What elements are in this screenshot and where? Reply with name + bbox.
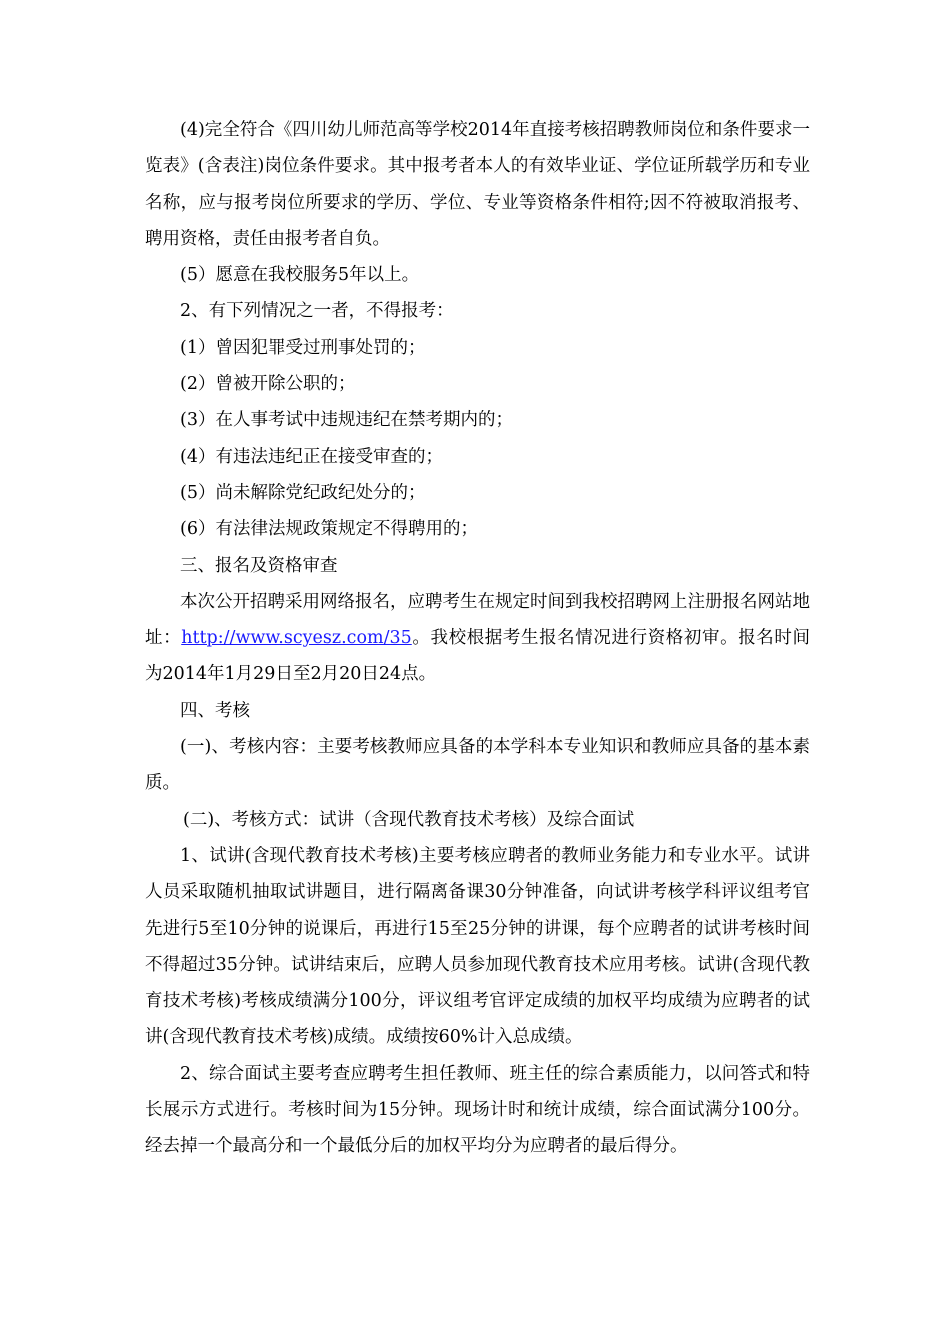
- paragraph-exclusion-2: (2）曾被开除公职的；: [180, 374, 356, 395]
- paragraph-registration: [145, 584, 810, 693]
- paragraph-condition-5: (5）愿意在我校服务5年以上。: [180, 265, 420, 286]
- paragraph-assessment-method: (二)、考核方式：试讲（含现代教育技术考核）及综合面试: [183, 809, 635, 830]
- section-heading-registration: 三、报名及资格审查: [180, 555, 338, 576]
- paragraph-exclusion-6: (6）有法律法规政策规定不得聘用的；: [180, 519, 478, 540]
- paragraph-exclusion-heading: 2、有下列情况之一者，不得报考：: [180, 301, 454, 322]
- paragraph-trial-lecture: 1、试讲(含现代教育技术考核)主要考核应聘者的教师业务能力和专业水平。试讲人员采取随机抽取试讲题目，进行隔离备课30分钟准备，向试讲考核学科评议组考官先进行5至10分钟的说课后，再进行15至25分钟的讲课，每个应聘者的试讲考核时间不得超过35分钟。试讲结束后，应聘人员参加现代教育技术应用考核。试讲(含现代教育技术考核)考核成绩满分100分，评议组考官评定成绩的加权平均成绩为应聘者的试讲(含现代教育技术考核)成绩。成绩按60%计入总成绩。: [145, 845, 810, 1048]
- paragraph-exclusion-5: (5）尚未解除党纪政纪处分的；: [180, 482, 426, 503]
- paragraph-exclusion-3: (3）在人事考试中违规违纪在禁考期内的；: [180, 410, 513, 431]
- document-body: [145, 112, 810, 1165]
- paragraph-exclusion-1: (1）曾因犯罪受过刑事处罚的；: [180, 337, 426, 358]
- paragraph-interview: 2、综合面试主要考查应聘考生担任教师、班主任的综合素质能力，以问答式和特长展示方式进行。考核时间为15分钟。现场计时和统计成绩，综合面试满分100分。经去掉一个最高分和一个最低分后的加权平均分为应聘者的最后得分。: [145, 1063, 810, 1157]
- section-heading-assessment: 四、考核: [180, 700, 250, 721]
- registration-text-before: 本次公开招聘采用网络报名，应聘考生在规定时间到我校招聘网上注册报名网站地址：: [145, 591, 810, 649]
- paragraph-assessment-content: (一)、考核内容：主要考核教师应具备的本学科本专业知识和教师应具备的基本素质。: [145, 737, 810, 794]
- registration-website-link[interactable]: http://www.scyesz.com/35: [181, 628, 412, 649]
- paragraph-exclusion-4: (4）有违法违纪正在接受审查的；: [180, 446, 443, 467]
- registration-text-after: 。我校根据考生报名情况进行资格初审。报名时间为2014年1月29日至2月20日24点。: [145, 628, 811, 685]
- paragraph-condition-4: (4)完全符合《四川幼儿师范高等学校2014年直接考核招聘教师岗位和条件要求一览表》(含表注)岗位条件要求。其中报考者本人的有效毕业证、学位证所载学历和专业名称，应与报考岗位所要求的学历、学位、专业等资格条件相符;因不符被取消报考、聘用资格，责任由报考者自负。: [145, 120, 810, 249]
